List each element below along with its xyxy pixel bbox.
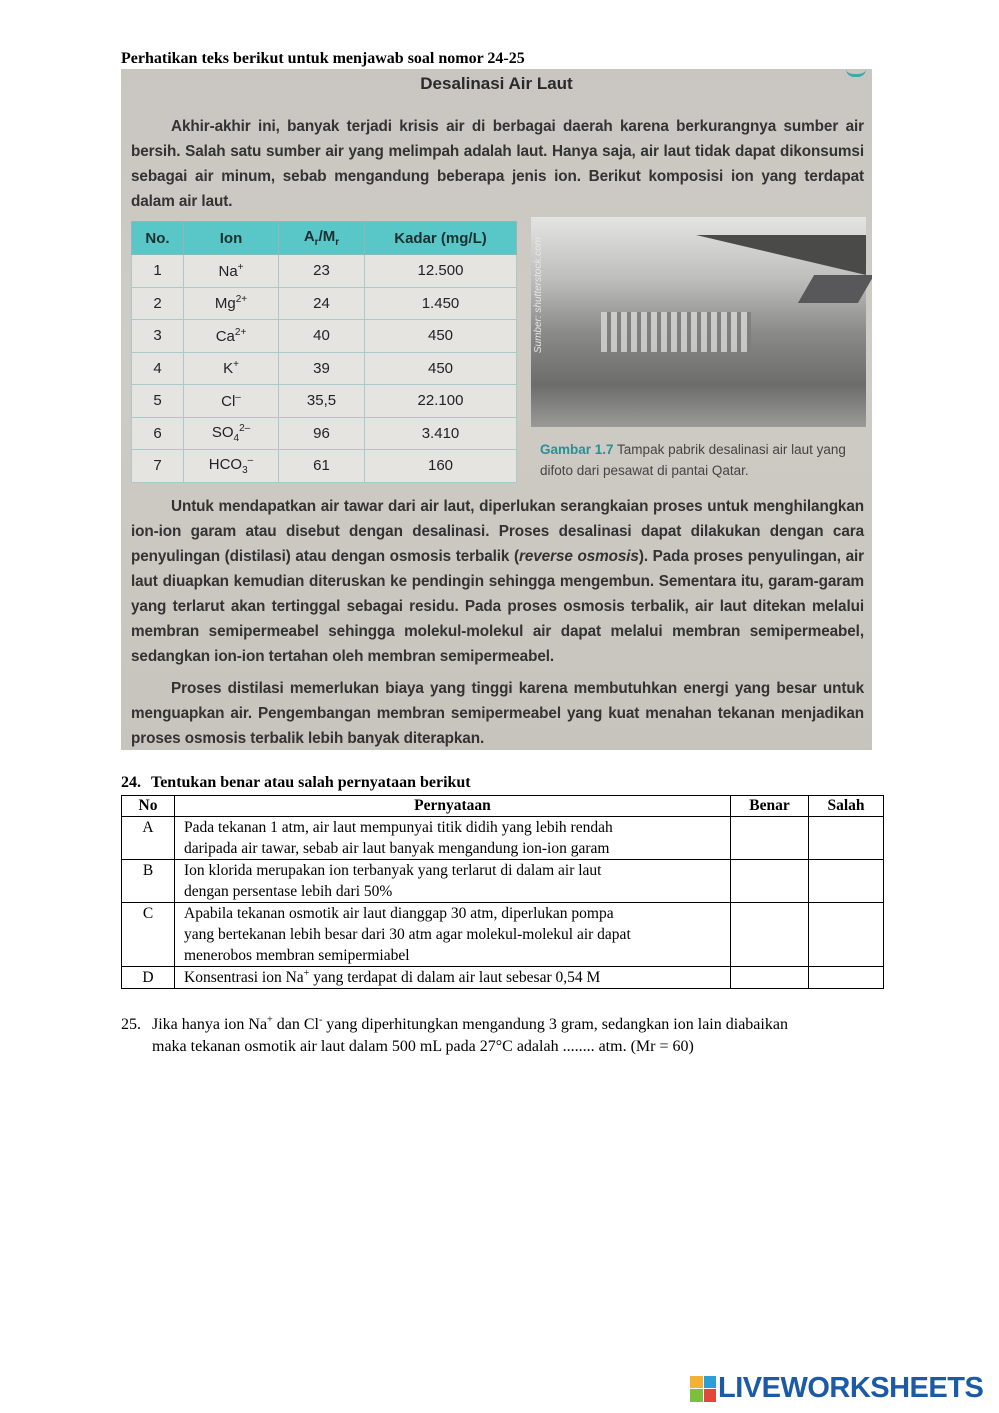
ion-row-kadar: 12.500	[365, 255, 517, 288]
ion-table-header-row	[132, 222, 517, 255]
photo-watermark: Sumber: shutterstock.com	[533, 237, 544, 354]
header-false: Salah	[809, 796, 884, 817]
ion-row-formula: Na+	[184, 255, 279, 288]
statement-letter: A	[122, 817, 175, 860]
false-answer-cell[interactable]	[809, 860, 884, 903]
false-answer-cell[interactable]	[809, 903, 884, 967]
statement-text: Apabila tekanan osmotik air laut dianggap 30 atm, diperlukan pompa yang bertekanan lebih besar dari 30 atm agar molekul-molekul air dapat menerobos membran semipermiabel	[175, 903, 731, 967]
airplane-wing-shape	[696, 235, 866, 275]
scanned-textbook-page	[121, 69, 872, 750]
statement-row-b	[122, 860, 884, 903]
ion-row-kadar: 160	[365, 450, 517, 483]
ion-row-formula: $Mg^{2+}$	[184, 287, 279, 320]
ion-row-mass: 39	[279, 352, 365, 385]
ion-row-mass: 24	[279, 287, 365, 320]
ion-row-formula: Cl–	[184, 385, 279, 418]
ion-row	[132, 450, 517, 483]
true-answer-cell[interactable]	[731, 817, 809, 860]
statement-letter: C	[122, 903, 175, 967]
ion-header-kadar: Kadar (mg/L)	[365, 222, 517, 255]
desalination-plant-photo	[531, 217, 866, 427]
statement-text: Konsentrasi ion Na+ yang terdapat di dalam air laut sebesar 0,54 M	[175, 967, 731, 989]
ion-row-kadar: 1.450	[365, 287, 517, 320]
header-no: No	[122, 796, 175, 817]
statement-letter: B	[122, 860, 175, 903]
header-statement: Pernyataan	[175, 796, 731, 817]
ion-composition-table	[131, 221, 517, 483]
statement-row-d	[122, 967, 884, 989]
question-25-text: Jika hanya ion Na+ dan Cl- yang diperhitungkan mengandung 3 gram, sedangkan ion lain diabaikan maka tekanan osmotik air laut dalam 500 mL pada 27°C adalah ........ atm. (Mr = 60)	[152, 1014, 788, 1055]
intro-instruction: Perhatikan teks berikut untuk menjawab soal nomor 24-25	[121, 50, 525, 67]
article-paragraph-1: Akhir-akhir ini, banyak terjadi krisis air di berbagai daerah karena berkurangnya sumber air bersih. Salah satu sumber air yang melimpah adalah laut. Hanya saja, air laut tidak dapat dikonsumsi sebagai air minum, sebab mengandung beberapa jenis ion. Berikut komposisi ion yang terdapat dalam air laut.	[131, 118, 864, 210]
ion-row-no: 7	[132, 450, 184, 483]
question-24-title: 24. Tentukan benar atau salah pernyataan berikut	[121, 774, 471, 791]
question-25-number: 25.	[121, 1016, 141, 1033]
ion-header-ion: Ion	[184, 222, 279, 255]
true-answer-cell[interactable]	[731, 903, 809, 967]
false-answer-cell[interactable]	[809, 967, 884, 989]
ion-row-formula: $SO_4^{2-}$	[184, 417, 279, 450]
statement-letter: D	[122, 967, 175, 989]
article-paragraph-3: Proses distilasi memerlukan biaya yang tinggi karena membutuhkan energi yang besar untuk menguapkan air. Pengembangan membran semipermeabel yang kuat menahan tekanan menjadikan proses osmosis terbalik lebih banyak diterapkan.	[131, 680, 864, 747]
ion-row-no: 3	[132, 320, 184, 353]
photo-caption: Gambar 1.7 Tampak pabrik desalinasi air laut yang difoto dari pesawat di pantai Qatar.	[540, 442, 846, 478]
ion-header-no: No.	[132, 222, 184, 255]
logo-text: LIVEWORKSHEETS	[718, 1372, 984, 1404]
true-false-table	[121, 795, 884, 989]
ion-row	[132, 287, 517, 320]
article-title: Desalinasi Air Laut	[420, 74, 573, 93]
factory-shape	[601, 312, 751, 352]
header-true: Benar	[731, 796, 809, 817]
ion-row-kadar: 3.410	[365, 417, 517, 450]
ion-row-no: 2	[132, 287, 184, 320]
true-answer-cell[interactable]	[731, 967, 809, 989]
ion-row	[132, 417, 517, 450]
ion-row-mass: 40	[279, 320, 365, 353]
question-25	[121, 1014, 891, 1058]
true-answer-cell[interactable]	[731, 860, 809, 903]
ion-row-formula: $HCO_3^-$	[184, 450, 279, 483]
ion-row-kadar: 22.100	[365, 385, 517, 418]
ion-row	[132, 352, 517, 385]
ion-header-mass: $A_r/M_r$	[279, 222, 365, 255]
ion-row	[132, 255, 517, 288]
statement-text: Pada tekanan 1 atm, air laut mempunyai titik didih yang lebih rendah daripada air tawar, sebab air laut banyak mengandung ion-ion garam	[175, 817, 731, 860]
ion-row-mass: 61	[279, 450, 365, 483]
true-false-header-row	[122, 796, 884, 817]
ion-row-formula: $Ca^{2+}$	[184, 320, 279, 353]
ion-row-mass: 23	[279, 255, 365, 288]
ion-row-kadar: 450	[365, 320, 517, 353]
statement-text: Ion klorida merupakan ion terbanyak yang terlarut di dalam air laut dengan persentase lebih dari 50%	[175, 860, 731, 903]
statement-row-c	[122, 903, 884, 967]
article-paragraph-2: Untuk mendapatkan air tawar dari air laut, diperlukan serangkaian proses untuk menghilangkan ion-ion garam atau disebut dengan desalinasi. Proses desalinasi dapat dilakukan dengan cara penyulingan (distilasi) atau dengan osmosis terbalik (reverse osmosis). Pada proses penyulingan, air laut diuapkan kemudian diteruskan ke pendingin sehingga mengembun. Sementara itu, garam-garam yang terlarut akan tertinggal sebagai residu. Pada proses osmosis terbalik, air laut ditekan melalui membran semipermeabel sehingga molekul-molekul air dapat melalui membran semipermeabel, sedangkan ion-ion tertahan oleh membran semipermeabel.	[131, 498, 865, 665]
ion-row-no: 5	[132, 385, 184, 418]
ion-row-kadar: 450	[365, 352, 517, 385]
statement-row-a	[122, 817, 884, 860]
airplane-winglet-shape	[798, 275, 872, 303]
ion-row-formula: K+	[184, 352, 279, 385]
ion-row-no: 1	[132, 255, 184, 288]
false-answer-cell[interactable]	[809, 817, 884, 860]
ion-row-no: 4	[132, 352, 184, 385]
liveworksheets-logo-icon	[690, 1376, 716, 1402]
liveworksheets-logo	[690, 1372, 983, 1405]
ion-row-mass: 35,5	[279, 385, 365, 418]
ion-row-no: 6	[132, 417, 184, 450]
ion-row	[132, 385, 517, 418]
ion-row	[132, 320, 517, 353]
ion-row-mass: 96	[279, 417, 365, 450]
